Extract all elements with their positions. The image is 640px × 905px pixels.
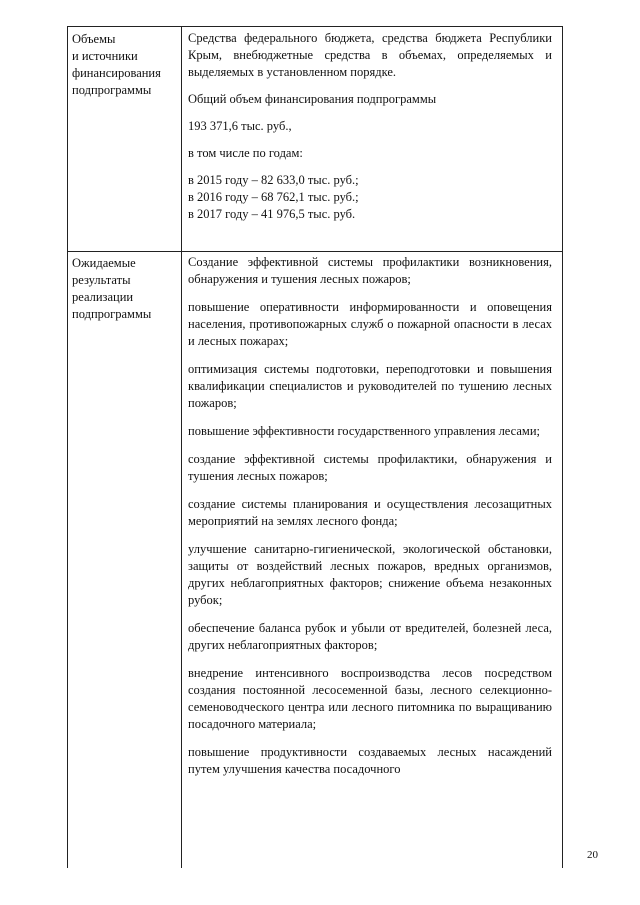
row-divider [68,251,562,252]
result-paragraph: создание эффективной системы профилактики, обнаружения и тушения лесных пожаров; [188,452,552,483]
result-paragraph: оптимизация системы подготовки, переподготовки и повышения квалификации специалистов и руководителей по тушению лесных пожаров; [188,362,552,410]
column-divider [181,27,182,868]
page-number: 20 [587,849,598,861]
year-line: в 2016 году – 68 762,1 тыс. руб.; [188,190,359,204]
program-table [67,26,563,868]
row1-paragraph: в том числе по годам: [188,146,303,160]
row1-paragraph: Средства федерального бюджета, средства бюджета Республики Крым, внебюджетные средства в объемах, определяемых и выделяемых в установленном порядке. [188,31,552,79]
row1-content [188,30,552,223]
result-paragraph: внедрение интенсивного воспроизводства лесов посредством создания постоянной лесосеменной базы, лесного селекционно-семеноводческого центра или лесного питомника по выращиванию посадочного материала; [188,666,552,731]
row2-content [188,254,552,778]
result-paragraph: повышение эффективности государственного управления лесами; [188,424,540,438]
result-paragraph: обеспечение баланса рубок и убыли от вредителей, болезней леса, других неблагоприятных факторов; [188,621,552,652]
result-paragraph: Создание эффективной системы профилактики возникновения, обнаружения и тушения лесных пожаров; [188,255,552,286]
result-paragraph: создание системы планирования и осуществления лесозащитных мероприятий на землях лесного фонда; [188,497,552,528]
year-line: в 2015 году – 82 633,0 тыс. руб.; [188,173,359,187]
row1-total: 193 371,6 тыс. руб., [188,119,292,133]
result-paragraph: улучшение санитарно-гигиенической, экологической обстановки, защиты от воздействий лесных пожаров, вредных организмов, других неблагоприятных факторов; снижение объема незаконных рубок; [188,542,552,607]
year-line: в 2017 году – 41 976,5 тыс. руб. [188,207,356,221]
row1-label: Объемы и источники финансирования подпрограммы [72,32,161,97]
result-paragraph: повышение оперативности информированности и оповещения населения, противопожарных служб о пожарной опасности в лесах и лесных пожарах; [188,300,552,348]
row1-paragraph: Общий объем финансирования подпрограммы [188,92,437,106]
row2-label: Ожидаемые результаты реализации подпрограммы [72,256,152,321]
result-paragraph: повышение продуктивности создаваемых лесных насаждений путем улучшения качества посадочного [188,745,552,776]
